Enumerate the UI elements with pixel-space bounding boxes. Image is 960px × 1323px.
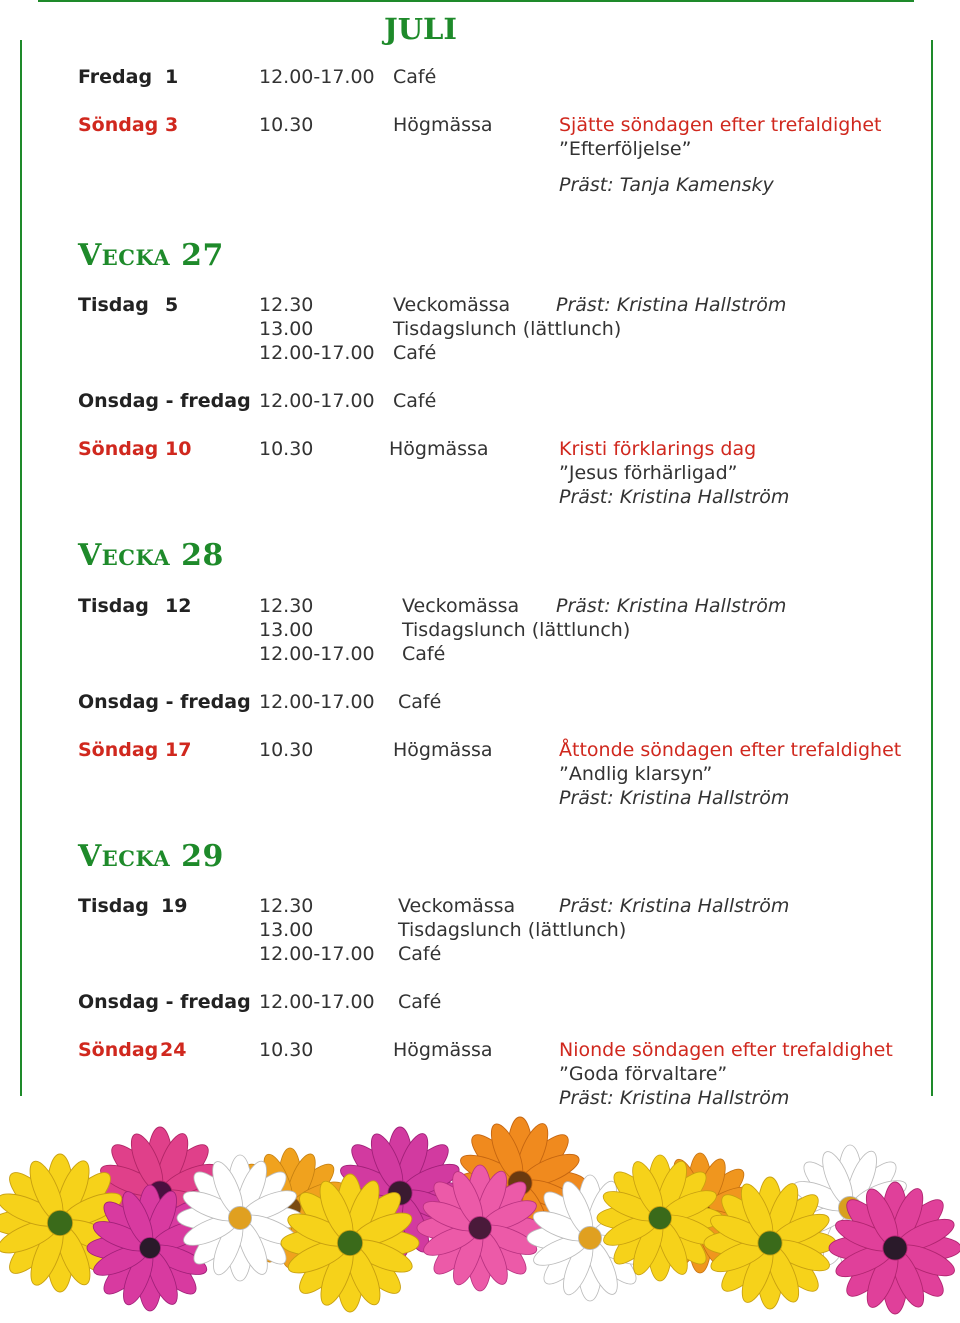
day-label: Söndag: [78, 114, 159, 136]
time: 12.00-17.00: [259, 66, 375, 88]
time: 12.30: [259, 595, 314, 617]
event: Café: [393, 66, 437, 88]
time: 12.00-17.00: [259, 691, 375, 713]
yellow-flower-icon: [597, 1155, 723, 1281]
day-number: 24: [160, 1039, 187, 1061]
week-title: Vecka 28: [78, 538, 224, 573]
event: Högmässa: [393, 114, 493, 136]
time: 12.00-17.00: [259, 643, 375, 665]
event: Högmässa: [389, 438, 489, 460]
time: 12.00-17.00: [259, 342, 375, 364]
day-number: 12: [165, 595, 192, 617]
sunday-theme: Kristi förklarings dag: [559, 438, 757, 460]
day-label: Fredag: [78, 66, 153, 88]
sermon-quote: ”Efterföljelse”: [559, 138, 692, 160]
week-title: Vecka 29: [78, 839, 224, 874]
event: Tisdagslunch (lättlunch): [393, 318, 622, 340]
time: 10.30: [259, 1039, 314, 1061]
day-number: 3: [165, 114, 179, 136]
pink-flower-icon: [417, 1165, 543, 1291]
priest: Präst: Kristina Hallström: [556, 294, 787, 316]
day-number: 19: [161, 895, 188, 917]
day-label: Söndag: [78, 438, 159, 460]
time: 12.00-17.00: [259, 943, 375, 965]
time: 13.00: [259, 619, 314, 641]
month-title: JULI: [384, 12, 457, 46]
week-title: Vecka 27: [78, 238, 224, 273]
day-label: Tisdag: [78, 595, 149, 617]
sunday-theme: Nionde söndagen efter trefaldighet: [559, 1039, 893, 1061]
time: 12.00-17.00: [259, 390, 375, 412]
yellow-flower-icon: [281, 1174, 419, 1312]
magenta-flower-icon: [829, 1182, 960, 1314]
day-label: Onsdag - fredag: [78, 991, 251, 1013]
event: Café: [393, 342, 437, 364]
yellow-flower-icon: [704, 1177, 836, 1309]
day-label: Söndag: [78, 1039, 159, 1061]
day-label: Tisdag: [78, 294, 149, 316]
day-label: Onsdag - fredag: [78, 390, 251, 412]
time: 10.30: [259, 438, 314, 460]
event: Veckomässa: [393, 294, 511, 316]
day-number: 17: [165, 739, 192, 761]
event: Högmässa: [393, 739, 493, 761]
event: Café: [393, 390, 437, 412]
day-number: 1: [165, 66, 179, 88]
priest: Präst: Kristina Hallström: [559, 486, 790, 508]
event: Högmässa: [393, 1039, 493, 1061]
time: 13.00: [259, 318, 314, 340]
event: Veckomässa: [402, 595, 520, 617]
sunday-theme: Sjätte söndagen efter trefaldighet: [559, 114, 882, 136]
sunday-theme: Åttonde söndagen efter trefaldighet: [559, 739, 902, 761]
priest: Präst: Kristina Hallström: [556, 595, 787, 617]
time: 10.30: [259, 114, 314, 136]
day-label: Onsdag - fredag: [78, 691, 251, 713]
time: 12.30: [259, 294, 314, 316]
priest: Präst: Kristina Hallström: [559, 787, 790, 809]
time: 13.00: [259, 919, 314, 941]
event: Veckomässa: [398, 895, 516, 917]
day-number: 5: [165, 294, 179, 316]
day-number: 10: [165, 438, 192, 460]
day-label: Söndag: [78, 739, 159, 761]
white-daisy-icon: [177, 1155, 303, 1281]
time: 12.00-17.00: [259, 991, 375, 1013]
flower-border-image: [0, 1098, 960, 1323]
sermon-quote: ”Jesus förhärligad”: [559, 462, 738, 484]
sermon-quote: ”Goda förvaltare”: [559, 1063, 728, 1085]
time: 12.30: [259, 895, 314, 917]
priest: Präst: Kristina Hallström: [559, 895, 790, 917]
time: 10.30: [259, 739, 314, 761]
event: Café: [398, 943, 442, 965]
event: Tisdagslunch (lättlunch): [398, 919, 627, 941]
event: Café: [402, 643, 446, 665]
event: Café: [398, 691, 442, 713]
priest: Präst: Tanja Kamensky: [559, 174, 774, 196]
event: Café: [398, 991, 442, 1013]
sermon-quote: ”Andlig klarsyn”: [559, 763, 713, 785]
event: Tisdagslunch (lättlunch): [402, 619, 631, 641]
day-label: Tisdag: [78, 895, 149, 917]
priest: Präst: Kristina Hallström: [559, 1087, 790, 1109]
